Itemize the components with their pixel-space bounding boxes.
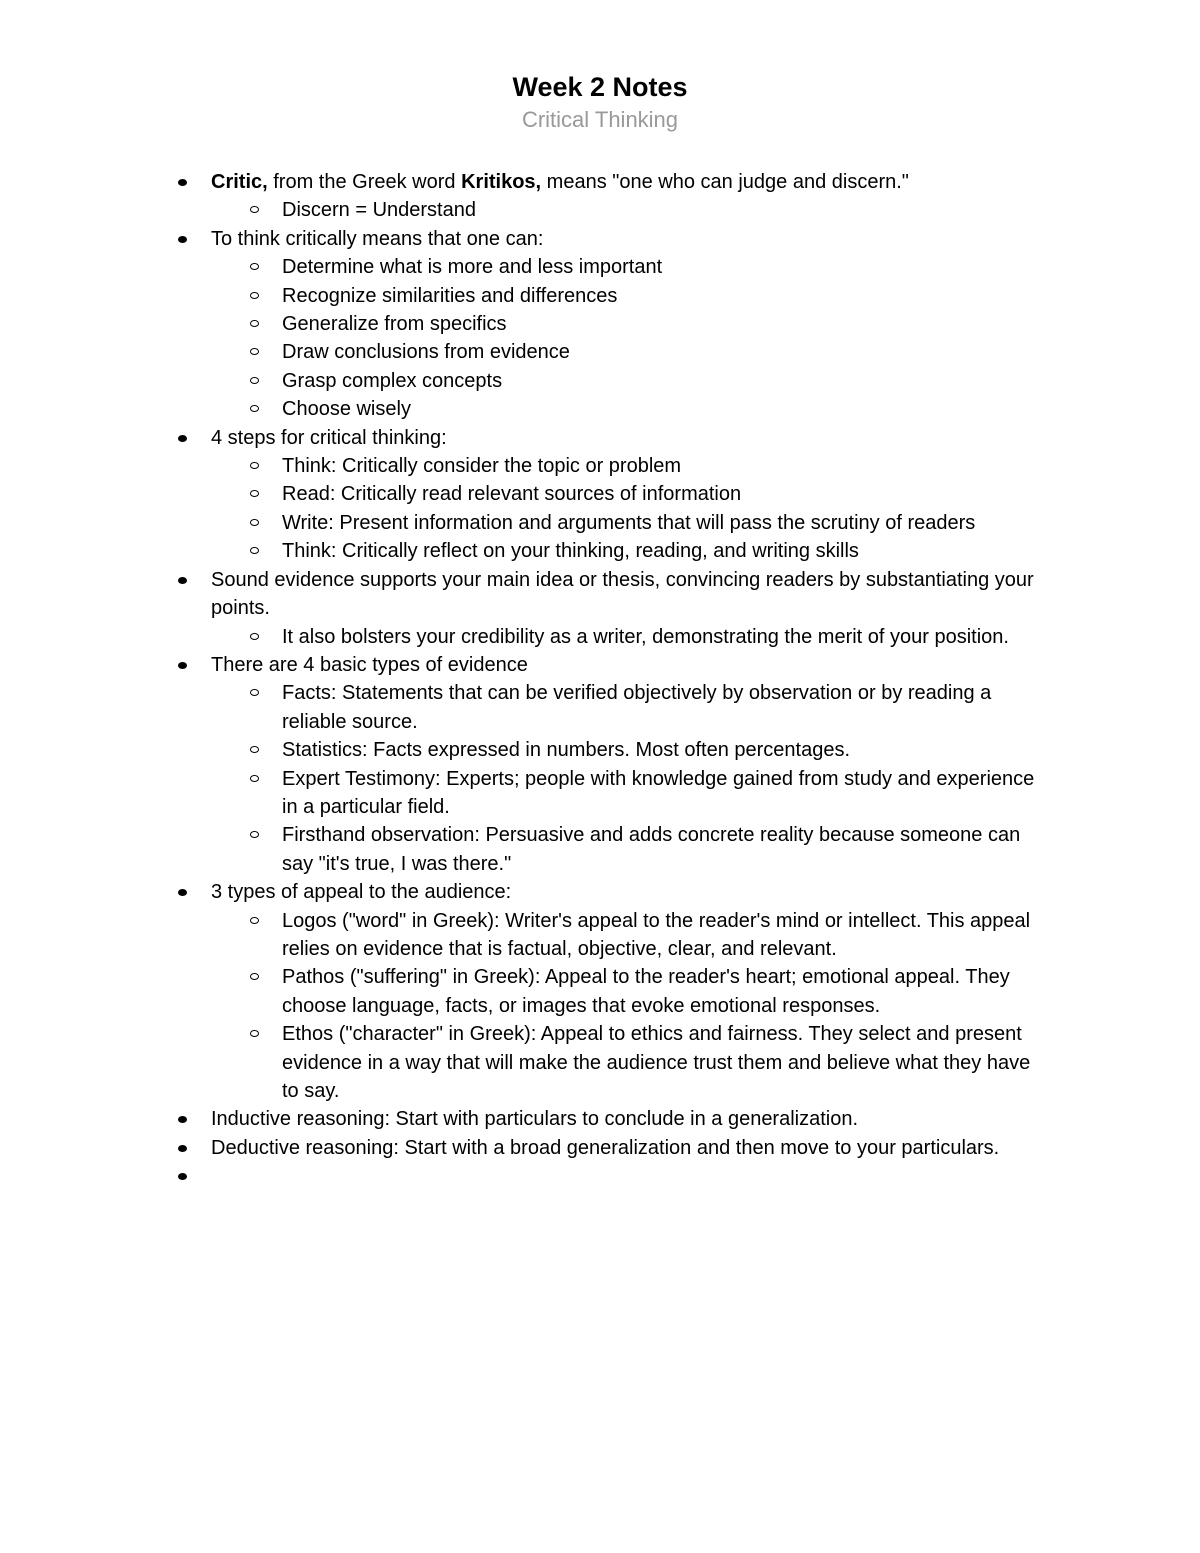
sub-list-item: Think: Critically consider the topic or problem — [211, 452, 1051, 480]
notes-list — [0, 168, 1200, 1199]
hollow-bullet-icon — [250, 633, 259, 640]
filled-bullet-icon — [178, 1173, 187, 1180]
sub-list-item: Write: Present information and arguments that will pass the scrutiny of readers — [211, 509, 1051, 537]
hollow-bullet-icon — [250, 746, 259, 753]
sub-list-item: Grasp complex concepts — [211, 367, 1051, 395]
sub-list-item: Pathos ("suffering" in Greek): Appeal to the reader's heart; emotional appeal. They choose language, facts, or images that evoke emotional responses. — [211, 963, 1051, 1020]
filled-bullet-icon — [178, 179, 187, 186]
sub-list-item: It also bolsters your credibility as a writer, demonstrating the merit of your position. — [211, 623, 1051, 651]
sub-list-item: Draw conclusions from evidence — [211, 338, 1051, 366]
hollow-bullet-icon — [250, 973, 259, 980]
list-item — [0, 168, 1051, 225]
list-item — [0, 878, 1051, 1105]
sub-list — [211, 623, 1051, 651]
hollow-bullet-icon — [250, 206, 259, 213]
sub-list — [211, 253, 1051, 423]
list-item-text: To think critically means that one can: — [211, 227, 544, 250]
sub-list-item: Recognize similarities and differences — [211, 282, 1051, 310]
hollow-bullet-icon — [250, 377, 259, 384]
sub-list — [211, 196, 1051, 224]
hollow-bullet-icon — [250, 917, 259, 924]
sub-list-item: Read: Critically read relevant sources of information — [211, 480, 1051, 508]
sub-list-item: Determine what is more and less important — [211, 253, 1051, 281]
hollow-bullet-icon — [250, 320, 259, 327]
filled-bullet-icon — [178, 435, 187, 442]
hollow-bullet-icon — [250, 519, 259, 526]
hollow-bullet-icon — [250, 831, 259, 838]
filled-bullet-icon — [178, 662, 187, 669]
filled-bullet-icon — [178, 889, 187, 896]
hollow-bullet-icon — [250, 1030, 259, 1037]
list-item — [0, 566, 1051, 651]
list-item-text: 4 steps for critical thinking: — [211, 426, 447, 449]
sub-list — [211, 452, 1051, 566]
list-item — [0, 225, 1051, 424]
page-subtitle: Critical Thinking — [521, 107, 679, 132]
sub-list-item: Ethos ("character" in Greek): Appeal to ethics and fairness. They select and present evidence in a way that will make the audience trust them and believe what they have to say. — [211, 1020, 1051, 1105]
list-item-text: Critic, from the Greek word Kritikos, means "one who can judge and discern." — [211, 171, 909, 193]
hollow-bullet-icon — [250, 462, 259, 469]
sub-list-item: Think: Critically reflect on your thinking, reading, and writing skills — [211, 537, 1051, 565]
list-item-text: Sound evidence supports your main idea or thesis, convincing readers by substantiating your points. — [211, 568, 1034, 620]
list-item — [0, 1105, 1051, 1133]
hollow-bullet-icon — [250, 775, 259, 782]
list-item — [0, 1134, 1051, 1162]
list-item — [0, 651, 1051, 878]
hollow-bullet-icon — [250, 348, 259, 355]
page-title: Week 2 Notes — [512, 72, 688, 102]
sub-list-item: Firsthand observation: Persuasive and adds concrete reality because someone can say "it's true, I was there." — [211, 821, 1051, 878]
list-item — [0, 424, 1051, 566]
sub-list-item: Logos ("word" in Greek): Writer's appeal to the reader's mind or intellect. This appeal relies on evidence that is factual, objective, clear, and relevant. — [211, 907, 1051, 964]
list-item-text: Inductive reasoning: Start with particulars to conclude in a generalization. — [211, 1108, 859, 1131]
hollow-bullet-icon — [250, 547, 259, 554]
sub-list-item: Facts: Statements that can be verified objectively by observation or by reading a reliable source. — [211, 679, 1051, 736]
sub-list-item: Expert Testimony: Experts; people with knowledge gained from study and experience in a particular field. — [211, 765, 1051, 822]
list-item-text: 3 types of appeal to the audience: — [211, 881, 512, 904]
sub-list — [211, 679, 1051, 878]
filled-bullet-icon — [178, 1145, 187, 1152]
sub-list-item: Statistics: Facts expressed in numbers. Most often percentages. — [211, 736, 1051, 764]
bold-term: Kritikos, — [461, 171, 542, 193]
sub-list — [211, 907, 1051, 1106]
hollow-bullet-icon — [250, 405, 259, 412]
sub-list-item: Choose wisely — [211, 395, 1051, 423]
bold-term: Critic, — [211, 171, 268, 193]
hollow-bullet-icon — [250, 689, 259, 696]
filled-bullet-icon — [178, 577, 187, 584]
list-item-text: There are 4 basic types of evidence — [211, 653, 528, 676]
filled-bullet-icon — [178, 1116, 187, 1123]
hollow-bullet-icon — [250, 490, 259, 497]
filled-bullet-icon — [178, 236, 187, 243]
list-item-text: Deductive reasoning: Start with a broad generalization and then move to your particulars. — [211, 1136, 1000, 1159]
sub-list-item: Discern = Understand — [211, 196, 1051, 224]
hollow-bullet-icon — [250, 263, 259, 270]
list-item-empty — [0, 1162, 1051, 1198]
hollow-bullet-icon — [250, 292, 259, 299]
sub-list-item: Generalize from specifics — [211, 310, 1051, 338]
